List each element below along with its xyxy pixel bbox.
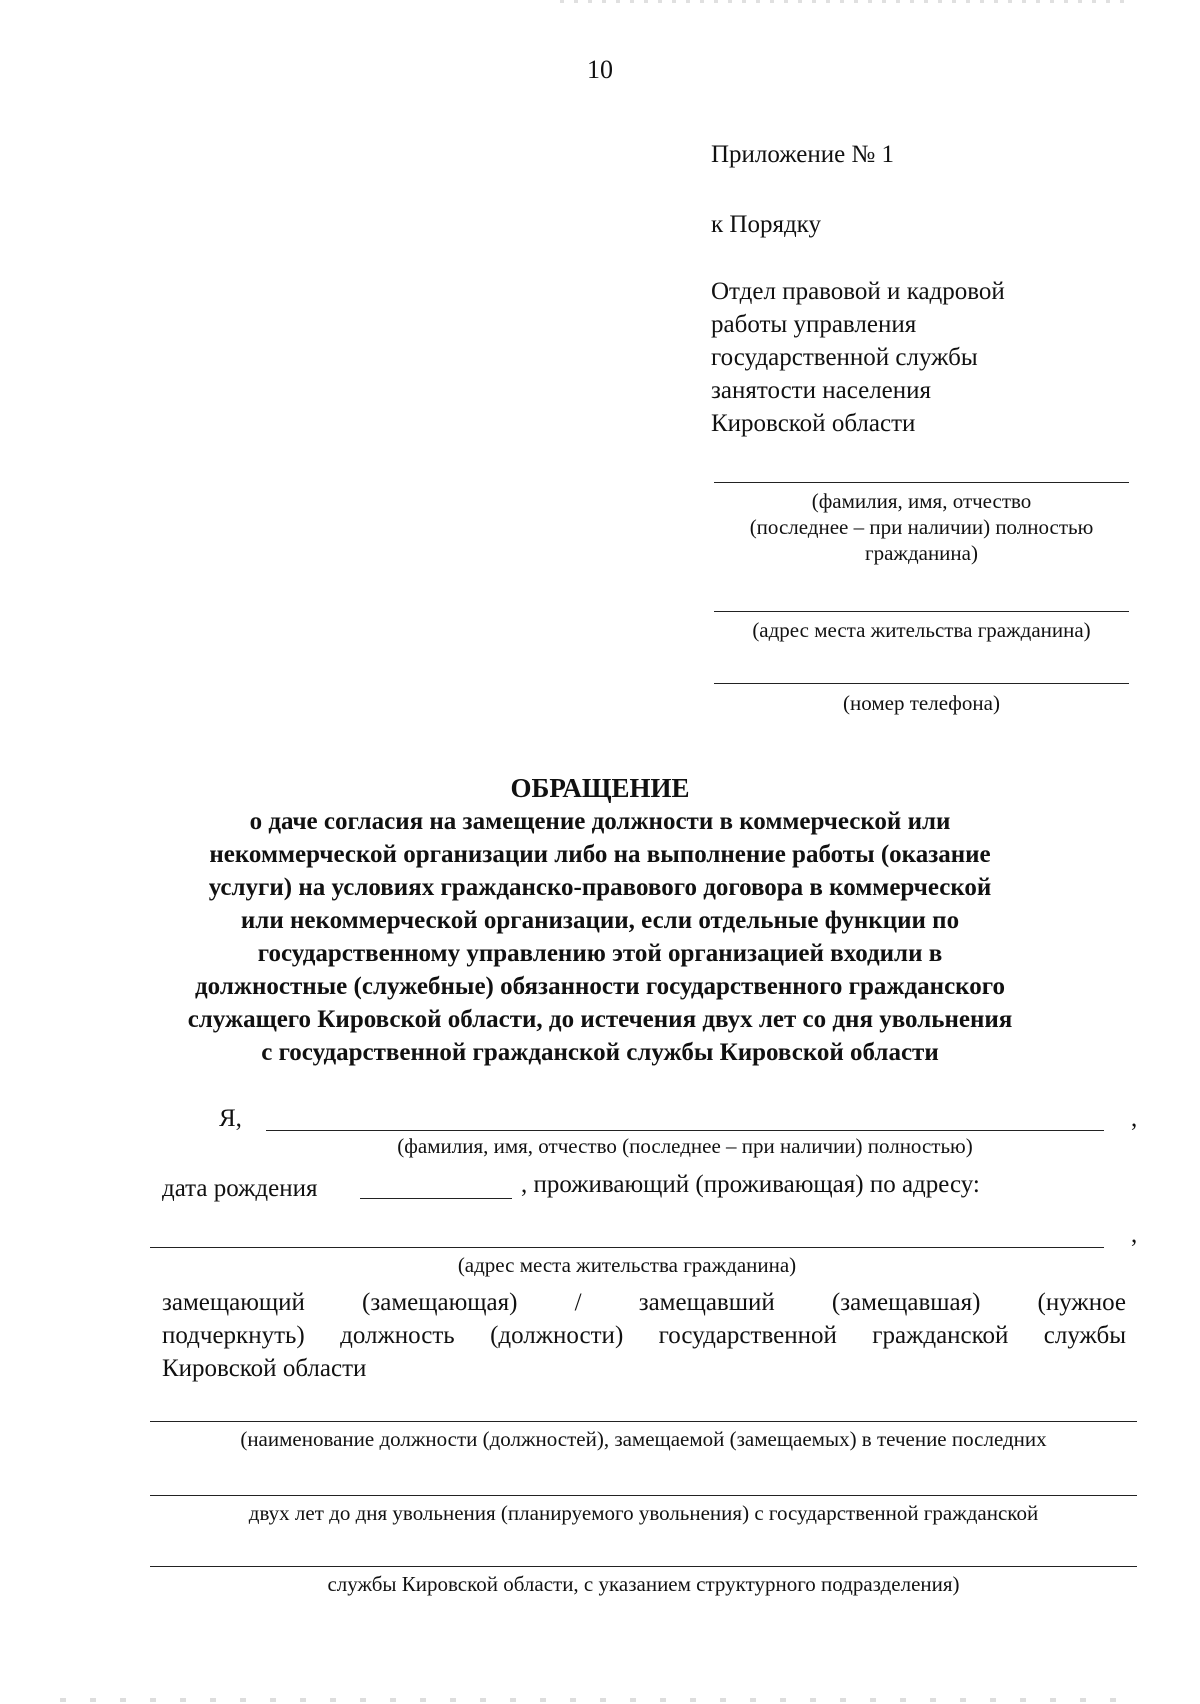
fio-caption-line: (последнее – при наличии) полностью	[749, 515, 1094, 539]
address-field-line[interactable]	[714, 611, 1129, 612]
birth-date-field-line[interactable]	[360, 1198, 512, 1199]
position-caption-line: службы Кировской области, с указанием структурного подразделения)	[327, 1572, 960, 1596]
subtitle-line: некоммерческой организации либо на выполнение работы (оказание	[209, 841, 991, 868]
position-line: подчеркнуть) должность (должности) государственной гражданской службы	[162, 1322, 1126, 1349]
scan-artifact-top	[560, 0, 1130, 3]
position-field-line-2[interactable]	[150, 1495, 1137, 1496]
applicant-fio-line[interactable]	[266, 1130, 1104, 1131]
position-field-line-3[interactable]	[150, 1566, 1137, 1567]
fio-caption-line: гражданина)	[865, 541, 978, 565]
subtitle-line: или некоммерческой организации, если отдельные функции по	[240, 907, 960, 934]
position-line: замещающий (замещающая) / замещавший (замещавшая) (нужное	[162, 1289, 1126, 1316]
subtitle-line: услуги) на условиях гражданско-правового договора в коммерческой	[208, 874, 992, 901]
to-order-label: к Порядку	[711, 211, 821, 238]
recipient-block	[711, 275, 1005, 440]
comma: ,	[1131, 1221, 1138, 1248]
subtitle-line: должностные (служебные) обязанности государственного гражданского	[195, 973, 1005, 1000]
applicant-fio-caption: (фамилия, имя, отчество (последнее – при наличии) полностью)	[397, 1134, 973, 1158]
comma: ,	[1131, 1105, 1138, 1132]
subtitle-line: с государственной гражданской службы Кировской области	[261, 1039, 939, 1066]
recipient-line: Кировской области	[711, 410, 916, 437]
phone-caption: (номер телефона)	[843, 691, 1000, 715]
document-subtitle	[0, 805, 1200, 1069]
subtitle-line: государственному управлению этой организацией входили в	[257, 940, 943, 967]
subtitle-line: служащего Кировской области, до истечения двух лет со дня увольнения	[187, 1006, 1013, 1033]
fio-caption-line: (фамилия, имя, отчество	[811, 489, 1032, 513]
appendix-label: Приложение № 1	[711, 141, 895, 168]
position-paragraph	[162, 1286, 1126, 1385]
recipient-line: Отдел правовой и кадровой	[711, 278, 1005, 305]
applicant-address-caption: (адрес места жительства гражданина)	[457, 1253, 797, 1277]
scan-artifact-bottom	[60, 1698, 1140, 1702]
phone-field-line[interactable]	[714, 683, 1129, 684]
recipient-line: занятости населения	[711, 377, 932, 404]
recipient-line: государственной службы	[711, 344, 978, 371]
position-field-line-1[interactable]	[150, 1421, 1137, 1422]
address-caption: (адрес места жительства гражданина)	[752, 618, 1091, 642]
recipient-line: работы управления	[711, 311, 917, 338]
page-number: 10	[587, 55, 613, 84]
document-title: ОБРАЩЕНИЕ	[510, 773, 690, 803]
residing-text: , проживающий (проживающая) по адресу:	[521, 1171, 980, 1198]
fio-caption	[714, 488, 1129, 566]
applicant-address-line[interactable]	[150, 1247, 1104, 1248]
fio-field-line[interactable]	[714, 482, 1129, 483]
position-caption-line: (наименование должности (должностей), замещаемой (замещаемых) в течение последних	[240, 1427, 1047, 1451]
subtitle-line: о даче согласия на замещение должности в коммерческой или	[249, 808, 951, 835]
birth-date-label: дата рождения	[162, 1175, 318, 1202]
position-line: Кировской области	[162, 1355, 367, 1382]
position-caption-line: двух лет до дня увольнения (планируемого увольнения) с государственной гражданской	[248, 1501, 1039, 1525]
i-label: Я,	[219, 1105, 242, 1132]
